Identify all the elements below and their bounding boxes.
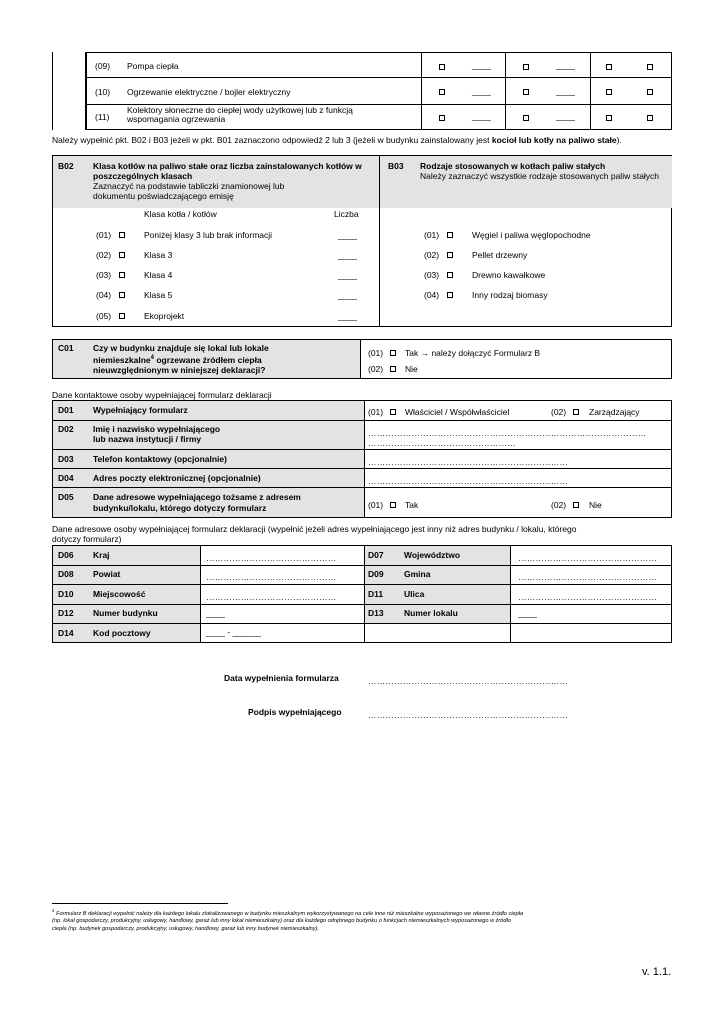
row-09-blank-2[interactable]: ____	[556, 60, 575, 70]
row-10-checkbox-2[interactable]	[523, 89, 529, 95]
d14-label: Kod pocztowy	[93, 628, 151, 638]
row-11-blank-1[interactable]: ____	[472, 111, 491, 121]
d04-code: D04	[58, 473, 74, 483]
row-10-checkbox-1[interactable]	[439, 89, 445, 95]
d05-opt-02-label: Nie	[589, 500, 602, 510]
row-10-blank-1[interactable]: ____	[472, 86, 491, 96]
b03-opt-04-code: (04)	[424, 290, 440, 300]
d04-field[interactable]: ……………………………………………………………	[368, 476, 569, 486]
d05-label-1: Dane adresowe wypełniającego tożsame z adresem	[93, 492, 301, 502]
b02-opt-01-label: Poniżej klasy 3 lub brak informacji	[144, 230, 273, 240]
d05-opt-01-label: Tak	[405, 500, 419, 510]
b02-opt-03-checkbox[interactable]	[119, 272, 125, 278]
row-10-blank-2[interactable]: ____	[556, 86, 575, 96]
d08-label: Powiat	[93, 569, 121, 579]
b03-opt-03-code: (03)	[424, 270, 440, 280]
d11-field[interactable]: …………………………………………	[518, 592, 658, 602]
b03-opt-03-label: Drewno kawałkowe	[472, 270, 546, 280]
d09-label: Gmina	[404, 569, 431, 579]
b03-opt-04-checkbox[interactable]	[447, 292, 453, 298]
row-09-blank-1[interactable]: ____	[472, 60, 491, 70]
row-10-code: (10)	[95, 87, 111, 97]
d13-label: Numer lokalu	[404, 608, 458, 618]
b02-opt-01-count[interactable]: ____	[338, 230, 357, 240]
b03-opt-04-label: Inny rodzaj biomasy	[472, 290, 548, 300]
b03-opt-01-label: Węgiel i paliwa węglopochodne	[472, 230, 591, 240]
d06-field[interactable]: ………………………………………	[206, 553, 337, 563]
d05-opt-02-checkbox[interactable]	[573, 502, 579, 508]
d12-code: D12	[58, 608, 74, 618]
b02-opt-02-label: Klasa 3	[144, 250, 173, 260]
row-10-checkbox-4[interactable]	[647, 89, 653, 95]
d11-code: D11	[368, 589, 384, 599]
d12-label: Numer budynku	[93, 608, 158, 618]
b-section-note: Należy wypełnić pkt. B02 i B03 jeżeli w pkt. B01 zaznaczono odpowiedź 2 lub 3 (jeżeli w budynku zainstalowany jest kocioł lub kotły na paliwo stałe).	[52, 135, 622, 145]
b02-col-class: Klasa kotła / kotłów	[144, 209, 217, 219]
b02-description: Zaznaczyć na podstawie tabliczki znamionowej lub dokumentu poświadczającego emisję	[93, 181, 285, 201]
b02-opt-02-checkbox[interactable]	[119, 252, 125, 258]
row-09-checkbox-2[interactable]	[523, 64, 529, 70]
d04-label: Adres poczty elektronicznej (opcjonalnie)	[93, 473, 261, 483]
d01-opt-01-label: Właściciel / Współwłaściciel	[405, 407, 510, 417]
b02-code: B02	[58, 161, 74, 171]
b03-description: Należy zaznaczyć wszystkie rodzaje stosowanych paliw stałych	[420, 171, 660, 181]
d08-field[interactable]: ………………………………………	[206, 572, 337, 582]
row-11-code: (11)	[95, 112, 110, 122]
c01-question: Czy w budynku znajduje się lokal lub lokale niemieszkalne$^4$ ogrzewane źródłem ciepła nieuwzględnionym w niniejszej deklaracji?	[93, 343, 269, 375]
d02-field-line-2[interactable]: ……………………………………………	[368, 438, 516, 448]
b03-title: Rodzaje stosowanych w kotłach paliw stałych	[420, 161, 606, 171]
d06-label: Kraj	[93, 550, 110, 560]
d08-code: D08	[58, 569, 74, 579]
d09-code: D09	[368, 569, 384, 579]
row-11-checkbox-2[interactable]	[523, 115, 529, 121]
row-09-checkbox-1[interactable]	[439, 64, 445, 70]
row-11-checkbox-4[interactable]	[647, 115, 653, 121]
d02-label-2: lub nazwa instytucji / firmy	[93, 434, 202, 444]
b02-opt-04-count[interactable]: ____	[338, 290, 357, 300]
d05-opt-01-code: (01)	[368, 500, 384, 510]
d-section-heading: Dane kontaktowe osoby wypełniającej formularz deklaracji	[52, 390, 272, 400]
c01-opt-02-code: (02)	[368, 364, 384, 374]
row-10-checkbox-3[interactable]	[606, 89, 612, 95]
footnote-divider	[52, 903, 228, 904]
b02-opt-04-checkbox[interactable]	[119, 292, 125, 298]
d01-opt-01-checkbox[interactable]	[390, 409, 396, 415]
b02-opt-05-checkbox[interactable]	[119, 313, 125, 319]
d10-field[interactable]: ………………………………………	[206, 592, 337, 602]
b03-code: B03	[388, 161, 404, 171]
addr-heading-1: Dane adresowe osoby wypełniającej formularz deklaracji (wypełnić jeżeli adres wypełniającego jest inny niż adres budynku / lokalu, którego	[52, 524, 577, 534]
d07-field[interactable]: …………………………………………	[518, 553, 658, 563]
b02-opt-04-label: Klasa 5	[144, 290, 173, 300]
d14-field[interactable]: ____ - ______	[206, 627, 261, 637]
b02-opt-02-code: (02)	[96, 250, 112, 260]
d01-opt-02-label: Zarządzający	[589, 407, 640, 417]
d03-field[interactable]: ……………………………………………………………	[368, 457, 569, 467]
row-11-blank-2[interactable]: ____	[556, 111, 575, 121]
d01-label: Wypełniający formularz	[93, 405, 188, 415]
c01-opt-02-checkbox[interactable]	[390, 366, 396, 372]
d11-label: Ulica	[404, 589, 425, 599]
d05-label-2: budynku/lokalu, którego dotyczy formularz	[93, 503, 267, 513]
row-09-code: (09)	[95, 61, 111, 71]
row-09-label: Pompa ciepła	[127, 61, 179, 71]
version-label: v. 1.1.	[642, 966, 672, 978]
d05-opt-02-code: (02)	[551, 500, 567, 510]
b02-opt-01-checkbox[interactable]	[119, 232, 125, 238]
d12-field[interactable]: ____	[206, 608, 225, 618]
d13-field[interactable]: ____	[518, 608, 537, 618]
row-11-label: Kolektory słoneczne do ciepłej wody użytkowej lub z funkcją wspomagania ogrzewania	[127, 105, 353, 124]
d01-code: D01	[58, 405, 74, 415]
d07-label: Województwo	[404, 550, 461, 560]
b02-title: Klasa kotłów na paliwo stałe oraz liczba zainstalowanych kotłów w poszczególnych klasach	[93, 161, 362, 181]
b02-opt-01-code: (01)	[96, 230, 112, 240]
c01-code: C01	[58, 343, 74, 353]
b02-opt-03-label: Klasa 4	[144, 270, 173, 280]
c01-opt-01-label: Tak → należy dołączyć Formularz B	[405, 348, 541, 358]
c01-opt-01-code: (01)	[368, 348, 384, 358]
d13-code: D13	[368, 608, 384, 618]
d14-code: D14	[58, 628, 74, 638]
b02-opt-05-count[interactable]: ____	[338, 311, 357, 321]
footnote: $^4$ Formularz B deklaracji wypełnić należy dla każdego lokalu zlokalizowanego w budynku mieszkalnym wykorzystywanego na cele inne niż mieszkalne wyposażonego we własne źródło ciepła (np. lokal gospodarczy, produkcyjny, usługowy, handlowy, garaż lub inny lokal niemieszkalny) oraz dla każdego odrębnego budynku o funkcjach niemieszkalnych wyposażonego w źródło ciepła (np. budynek gospodarczy, produkcyjny, usługowy, handlowy, garaż lub inny budynek niemieszkalny).	[52, 908, 524, 932]
d07-code: D07	[368, 550, 384, 560]
b03-opt-01-checkbox[interactable]	[447, 232, 453, 238]
b03-opt-03-checkbox[interactable]	[447, 272, 453, 278]
row-11-checkbox-1[interactable]	[439, 115, 445, 121]
d09-field[interactable]: …………………………………………	[518, 572, 658, 582]
d01-opt-01-code: (01)	[368, 407, 384, 417]
row-11-checkbox-3[interactable]	[606, 115, 612, 121]
row-10-label: Ogrzewanie elektryczne / bojler elektryczny	[127, 87, 291, 97]
d01-opt-02-code: (02)	[551, 407, 567, 417]
b02-opt-03-count[interactable]: ____	[338, 270, 357, 280]
d03-code: D03	[58, 454, 74, 464]
b02-opt-05-label: Ekoprojekt	[144, 311, 185, 321]
d02-field-line-1[interactable]: ……………………………………………………………………………………	[368, 428, 647, 438]
d10-code: D10	[58, 589, 74, 599]
signature-label: Podpis wypełniającego	[248, 707, 342, 717]
signature-field[interactable]: ……………………………………………………………	[368, 710, 569, 720]
b03-opt-01-code: (01)	[424, 230, 440, 240]
b02-opt-02-count[interactable]: ____	[338, 250, 357, 260]
date-label: Data wypełnienia formularza	[224, 673, 339, 683]
b03-opt-02-checkbox[interactable]	[447, 252, 453, 258]
b02-opt-03-code: (03)	[96, 270, 112, 280]
addr-heading-2: dotyczy formularz)	[52, 534, 122, 544]
d10-label: Miejscowość	[93, 589, 146, 599]
b03-opt-02-label: Pellet drzewny	[472, 250, 528, 260]
b02-opt-05-code: (05)	[96, 311, 112, 321]
d06-code: D06	[58, 550, 74, 560]
row-09-checkbox-3[interactable]	[606, 64, 612, 70]
row-09-checkbox-4[interactable]	[647, 64, 653, 70]
b03-opt-02-code: (02)	[424, 250, 440, 260]
d05-code: D05	[58, 492, 74, 502]
d05-opt-01-checkbox[interactable]	[390, 502, 396, 508]
d02-label-1: Imię i nazwisko wypełniającego	[93, 424, 221, 434]
d01-opt-02-checkbox[interactable]	[573, 409, 579, 415]
date-field[interactable]: ……………………………………………………………	[368, 676, 569, 686]
d02-code: D02	[58, 424, 74, 434]
c01-opt-01-checkbox[interactable]	[390, 350, 396, 356]
b02-opt-04-code: (04)	[96, 290, 112, 300]
b02-col-count: Liczba	[334, 209, 359, 219]
d03-label: Telefon kontaktowy (opcjonalnie)	[93, 454, 227, 464]
c01-opt-02-label: Nie	[405, 364, 418, 374]
